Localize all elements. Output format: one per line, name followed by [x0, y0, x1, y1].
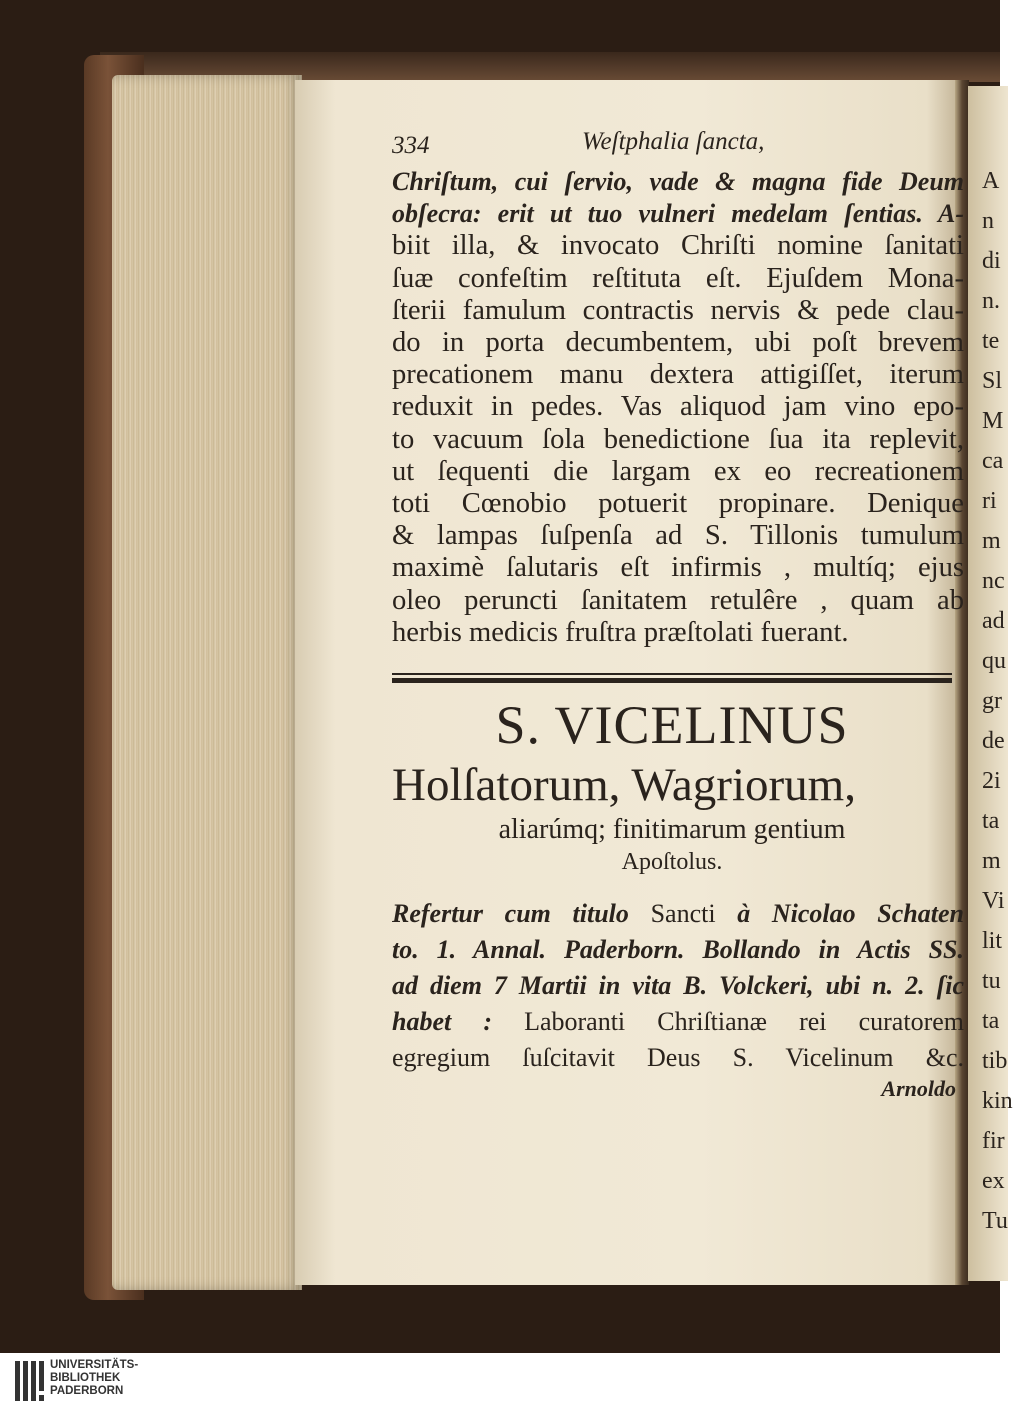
reference-line: to. 1. Annal. Paderborn. Bollando in Actis SS.	[392, 935, 964, 965]
text-line: ſterii famulum contractis nervis & pede clau-	[392, 294, 964, 326]
text-line: toti Cœnobio potuerit propinare. Denique	[392, 488, 964, 520]
section-rule-thin	[392, 673, 952, 675]
next-page-fragment-text: ex	[982, 1168, 1005, 1194]
logo-line-2: BIBLIOTHEK	[50, 1372, 121, 1384]
section-rule-thick	[392, 678, 952, 683]
next-page-fragment-text: n.	[982, 288, 1000, 314]
next-page-fragment-text: tib	[982, 1048, 1008, 1074]
text-line: & lampas ſuſpenſa ad S. Tillonis tumulum	[392, 520, 964, 552]
library-logo-text	[50, 1359, 138, 1398]
next-page-fragment-text: nc	[982, 568, 1005, 594]
running-title: Weſtphalia ſancta,	[582, 128, 765, 155]
logo-line-1: UNIVERSITÄTS-	[50, 1359, 139, 1371]
text-line: herbis medicis fruſtra præſtolati fuerant.	[392, 616, 849, 648]
next-page-fragment-text: ta	[982, 808, 1000, 834]
text-line: reduxit in pedes. Vas aliquod jam vino epo-	[392, 391, 964, 423]
text-line: maximè ſalutaris eſt infirmis , multíq; ejus	[392, 552, 964, 584]
next-page-fragment-text: tu	[982, 968, 1001, 994]
reference-line: Refertur cum titulo Sancti à Nicolao Schaten	[392, 899, 964, 929]
next-page-fragment-text: kin	[982, 1088, 1013, 1114]
logo-line-3: PADERBORN	[50, 1385, 124, 1397]
text-line: Chriſtum, cui ſervio, vade & magna fide Deum	[392, 167, 964, 196]
next-page-fragment-text: Tu	[982, 1208, 1008, 1234]
text-line: obſecra: erit ut tuo vulneri medelam ſentias. A-	[392, 199, 964, 229]
text-line: do in porta decumbentem, ubi poſt brevem	[392, 327, 964, 359]
page-edges	[112, 75, 302, 1290]
next-page-fragment-text: ca	[982, 448, 1004, 474]
next-page-fragment-text: ta	[982, 1008, 1000, 1034]
next-page-fragment-text: gr	[982, 688, 1002, 714]
library-logo-icon	[15, 1361, 45, 1401]
section-subheading: Holſatorum, Wagriorum,	[392, 759, 856, 812]
section-heading: S. VICELINUS	[495, 695, 849, 756]
next-page-fragment-text: m	[982, 848, 1001, 874]
body-text	[392, 166, 964, 649]
section-subheading-2: aliarúmq; finitimarum gentium	[498, 814, 846, 846]
next-page-fragment-text: Sl	[982, 368, 1003, 394]
page-header	[392, 128, 964, 166]
page-text	[392, 128, 964, 1102]
next-page-fragment-text: de	[982, 728, 1005, 754]
next-page-fragment-text: ri	[982, 488, 997, 514]
next-page-fragment-text: qu	[982, 648, 1006, 674]
text-line: to vacuum ſola benedictione ſua ita replevit,	[392, 423, 964, 455]
text-line: biit illa, & invocato Chriſti nomine ſanitati	[392, 230, 964, 262]
next-page-fragment-text: A	[982, 168, 1000, 194]
next-page-fragment-text: te	[982, 328, 1000, 354]
text-line: ſuæ confeſtim reſtituta eſt. Ejuſdem Mona-	[392, 262, 964, 294]
next-page-fragment-text: fir	[982, 1128, 1005, 1154]
text-line: oleo peruncti ſanitatem retulêre , quam ab	[392, 584, 964, 616]
next-page-fragment-text: m	[982, 528, 1001, 554]
reference-line: habet : Laboranti Chriſtianæ rei curatorem	[392, 1007, 964, 1037]
next-page-fragment-text: M	[982, 408, 1004, 434]
next-page-fragment-text: 2i	[982, 768, 1001, 794]
next-page-fragment	[968, 86, 1013, 1281]
reference-line: ad diem 7 Martii in vita B. Volckeri, ubi n. 2. ſic	[392, 971, 964, 1001]
next-page-fragment-text: lit	[982, 928, 1003, 954]
next-page-fragment-text: ad	[982, 608, 1005, 634]
reference-line: egregium ſuſcitavit Deus S. Vicelinum &c.	[392, 1043, 964, 1073]
library-logo-bar	[0, 1353, 1000, 1410]
catchword: Arnoldo	[881, 1076, 956, 1102]
section-subheading-3: Apoſtolus.	[621, 849, 723, 876]
reference-text	[392, 896, 964, 1076]
text-line: ut ſequenti die largam ex eo recreationem	[392, 455, 964, 487]
next-page-fragment-text: n	[982, 208, 994, 234]
text-line: precationem manu dextera attigiſſet, iterum	[392, 359, 964, 391]
next-page-fragment-text: di	[982, 248, 1001, 274]
page-number: 334	[392, 132, 430, 159]
next-page-fragment-text: Vi	[982, 888, 1005, 914]
